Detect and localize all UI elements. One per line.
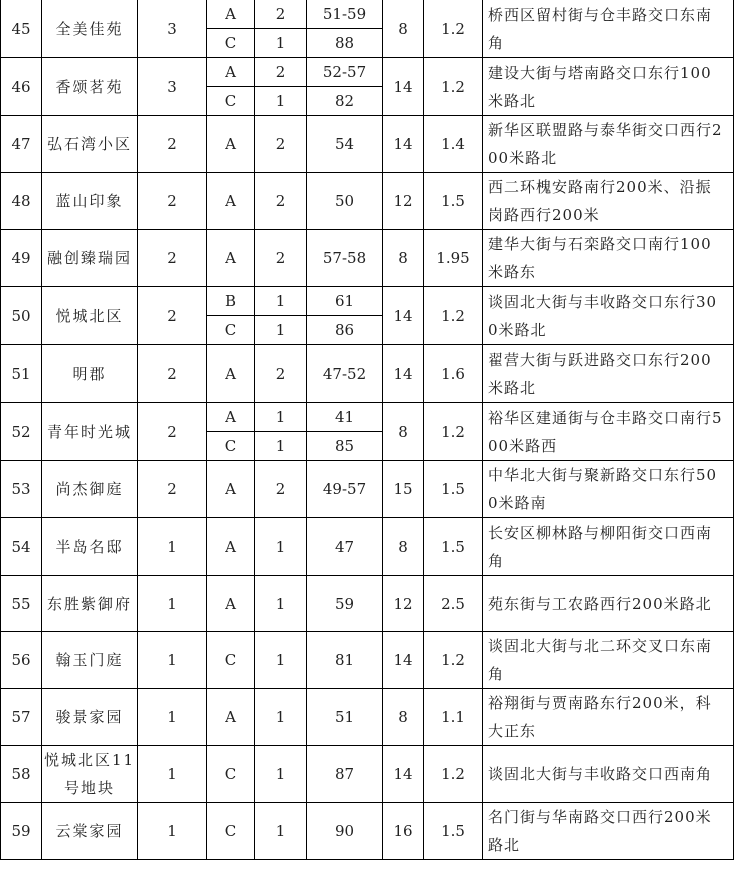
plot-ratio: 1.5 (424, 518, 483, 576)
row-number: 54 (1, 518, 42, 576)
project-name: 尚杰御庭 (42, 461, 138, 518)
unit-type: A (207, 230, 255, 287)
unit-area: 61 (307, 287, 383, 316)
floor-count: 14 (383, 287, 424, 345)
unit-count: 1 (255, 29, 307, 58)
building-count: 1 (138, 689, 207, 746)
unit-area: 82 (307, 87, 383, 116)
row-number: 52 (1, 403, 42, 461)
unit-area: 47 (307, 518, 383, 576)
project-address: 谈固北大街与丰收路交口东行300米路北 (483, 287, 734, 345)
building-count: 2 (138, 403, 207, 461)
unit-count: 2 (255, 116, 307, 173)
project-name: 东胜紫御府 (42, 576, 138, 632)
building-count: 2 (138, 345, 207, 403)
row-number: 49 (1, 230, 42, 287)
plot-ratio: 1.2 (424, 403, 483, 461)
table-row (1, 518, 734, 576)
table-row (1, 746, 734, 803)
floor-count: 12 (383, 173, 424, 230)
project-address: 裕华区建通街与仓丰路交口南行500米路西 (483, 403, 734, 461)
unit-count: 1 (255, 403, 307, 432)
unit-type: A (207, 518, 255, 576)
unit-count: 2 (255, 173, 307, 230)
unit-area: 57-58 (307, 230, 383, 287)
building-count: 1 (138, 632, 207, 689)
project-address: 中华北大街与聚新路交口东行500米路南 (483, 461, 734, 518)
project-name: 蓝山印象 (42, 173, 138, 230)
plot-ratio: 1.6 (424, 345, 483, 403)
table-row (1, 461, 734, 518)
unit-count: 1 (255, 746, 307, 803)
unit-count: 2 (255, 0, 307, 29)
project-address: 名门街与华南路交口西行200米路北 (483, 803, 734, 860)
plot-ratio: 1.5 (424, 461, 483, 518)
row-number: 50 (1, 287, 42, 345)
unit-count: 1 (255, 576, 307, 632)
unit-count: 1 (255, 432, 307, 461)
building-count: 2 (138, 116, 207, 173)
project-name: 悦城北区11号地块 (42, 746, 138, 803)
unit-count: 2 (255, 345, 307, 403)
unit-count: 1 (255, 287, 307, 316)
unit-area: 85 (307, 432, 383, 461)
project-name: 云棠家园 (42, 803, 138, 860)
plot-ratio: 2.5 (424, 576, 483, 632)
table-row (1, 632, 734, 689)
project-name: 弘石湾小区 (42, 116, 138, 173)
unit-type: C (207, 432, 255, 461)
row-number: 59 (1, 803, 42, 860)
floor-count: 8 (383, 403, 424, 461)
building-count: 3 (138, 58, 207, 116)
unit-area: 51-59 (307, 0, 383, 29)
project-address: 翟营大街与跃进路交口东行200米路北 (483, 345, 734, 403)
unit-area: 86 (307, 316, 383, 345)
unit-type: C (207, 87, 255, 116)
unit-type: B (207, 287, 255, 316)
row-number: 56 (1, 632, 42, 689)
building-count: 2 (138, 461, 207, 518)
table-row (1, 689, 734, 746)
project-name: 悦城北区 (42, 287, 138, 345)
unit-type: C (207, 803, 255, 860)
plot-ratio: 1.2 (424, 0, 483, 58)
unit-type: A (207, 0, 255, 29)
unit-type: C (207, 29, 255, 58)
unit-count: 1 (255, 803, 307, 860)
building-count: 1 (138, 518, 207, 576)
project-address: 新华区联盟路与泰华街交口西行200米路北 (483, 116, 734, 173)
table-row (1, 345, 734, 403)
unit-area: 54 (307, 116, 383, 173)
project-address: 裕翔街与贾南路东行200米，科大正东 (483, 689, 734, 746)
unit-area: 59 (307, 576, 383, 632)
floor-count: 8 (383, 518, 424, 576)
unit-type: A (207, 345, 255, 403)
building-count: 2 (138, 287, 207, 345)
table-row (1, 287, 734, 316)
plot-ratio: 1.2 (424, 287, 483, 345)
project-address: 长安区柳林路与柳阳街交口西南角 (483, 518, 734, 576)
project-address: 西二环槐安路南行200米、沿振岗路西行200米 (483, 173, 734, 230)
building-count: 2 (138, 173, 207, 230)
table-row (1, 0, 734, 29)
unit-area: 51 (307, 689, 383, 746)
building-count: 1 (138, 576, 207, 632)
building-count: 1 (138, 803, 207, 860)
row-number: 45 (1, 0, 42, 58)
row-number: 47 (1, 116, 42, 173)
plot-ratio: 1.2 (424, 632, 483, 689)
project-address: 苑东街与工农路西行200米路北 (483, 576, 734, 632)
unit-type: A (207, 58, 255, 87)
project-name: 青年时光城 (42, 403, 138, 461)
floor-count: 14 (383, 632, 424, 689)
unit-area: 49-57 (307, 461, 383, 518)
row-number: 57 (1, 689, 42, 746)
project-address: 谈固北大街与丰收路交口西南角 (483, 746, 734, 803)
floor-count: 14 (383, 58, 424, 116)
row-number: 53 (1, 461, 42, 518)
project-address: 桥西区留村街与仓丰路交口东南角 (483, 0, 734, 58)
unit-area: 88 (307, 29, 383, 58)
unit-type: C (207, 632, 255, 689)
floor-count: 15 (383, 461, 424, 518)
unit-type: C (207, 316, 255, 345)
plot-ratio: 1.5 (424, 173, 483, 230)
project-address: 建设大街与塔南路交口东行100米路北 (483, 58, 734, 116)
unit-type: A (207, 576, 255, 632)
project-address: 建华大街与石栾路交口南行100米路东 (483, 230, 734, 287)
floor-count: 14 (383, 345, 424, 403)
unit-type: A (207, 689, 255, 746)
plot-ratio: 1.1 (424, 689, 483, 746)
unit-area: 90 (307, 803, 383, 860)
unit-type: A (207, 173, 255, 230)
unit-count: 1 (255, 632, 307, 689)
table-row (1, 58, 734, 87)
floor-count: 8 (383, 0, 424, 58)
unit-count: 1 (255, 316, 307, 345)
plot-ratio: 1.4 (424, 116, 483, 173)
unit-count: 2 (255, 58, 307, 87)
floor-count: 16 (383, 803, 424, 860)
unit-type: A (207, 116, 255, 173)
table-row (1, 173, 734, 230)
unit-area: 52-57 (307, 58, 383, 87)
floor-count: 14 (383, 116, 424, 173)
row-number: 48 (1, 173, 42, 230)
table-row (1, 803, 734, 860)
project-name: 香颂茗苑 (42, 58, 138, 116)
unit-type: A (207, 403, 255, 432)
unit-area: 87 (307, 746, 383, 803)
unit-count: 1 (255, 518, 307, 576)
building-count: 2 (138, 230, 207, 287)
floor-count: 8 (383, 689, 424, 746)
table-row (1, 576, 734, 632)
row-number: 46 (1, 58, 42, 116)
project-name: 明郡 (42, 345, 138, 403)
floor-count: 14 (383, 746, 424, 803)
row-number: 55 (1, 576, 42, 632)
unit-count: 2 (255, 461, 307, 518)
unit-count: 2 (255, 230, 307, 287)
plot-ratio: 1.2 (424, 58, 483, 116)
table-row (1, 116, 734, 173)
table-row (1, 403, 734, 432)
plot-ratio: 1.95 (424, 230, 483, 287)
unit-area: 50 (307, 173, 383, 230)
unit-type: A (207, 461, 255, 518)
project-name: 骏景家园 (42, 689, 138, 746)
unit-count: 1 (255, 689, 307, 746)
project-name: 融创臻瑞园 (42, 230, 138, 287)
row-number: 58 (1, 746, 42, 803)
unit-area: 47-52 (307, 345, 383, 403)
floor-count: 8 (383, 230, 424, 287)
plot-ratio: 1.5 (424, 803, 483, 860)
project-name: 全美佳苑 (42, 0, 138, 58)
project-address: 谈固北大街与北二环交叉口东南角 (483, 632, 734, 689)
row-number: 51 (1, 345, 42, 403)
floor-count: 12 (383, 576, 424, 632)
plot-ratio: 1.2 (424, 746, 483, 803)
unit-count: 1 (255, 87, 307, 116)
project-name: 翰玉门庭 (42, 632, 138, 689)
building-count: 1 (138, 746, 207, 803)
table-row (1, 230, 734, 287)
table-body (1, 0, 734, 860)
building-count: 3 (138, 0, 207, 58)
project-name: 半岛名邸 (42, 518, 138, 576)
unit-area: 41 (307, 403, 383, 432)
unit-type: C (207, 746, 255, 803)
unit-area: 81 (307, 632, 383, 689)
